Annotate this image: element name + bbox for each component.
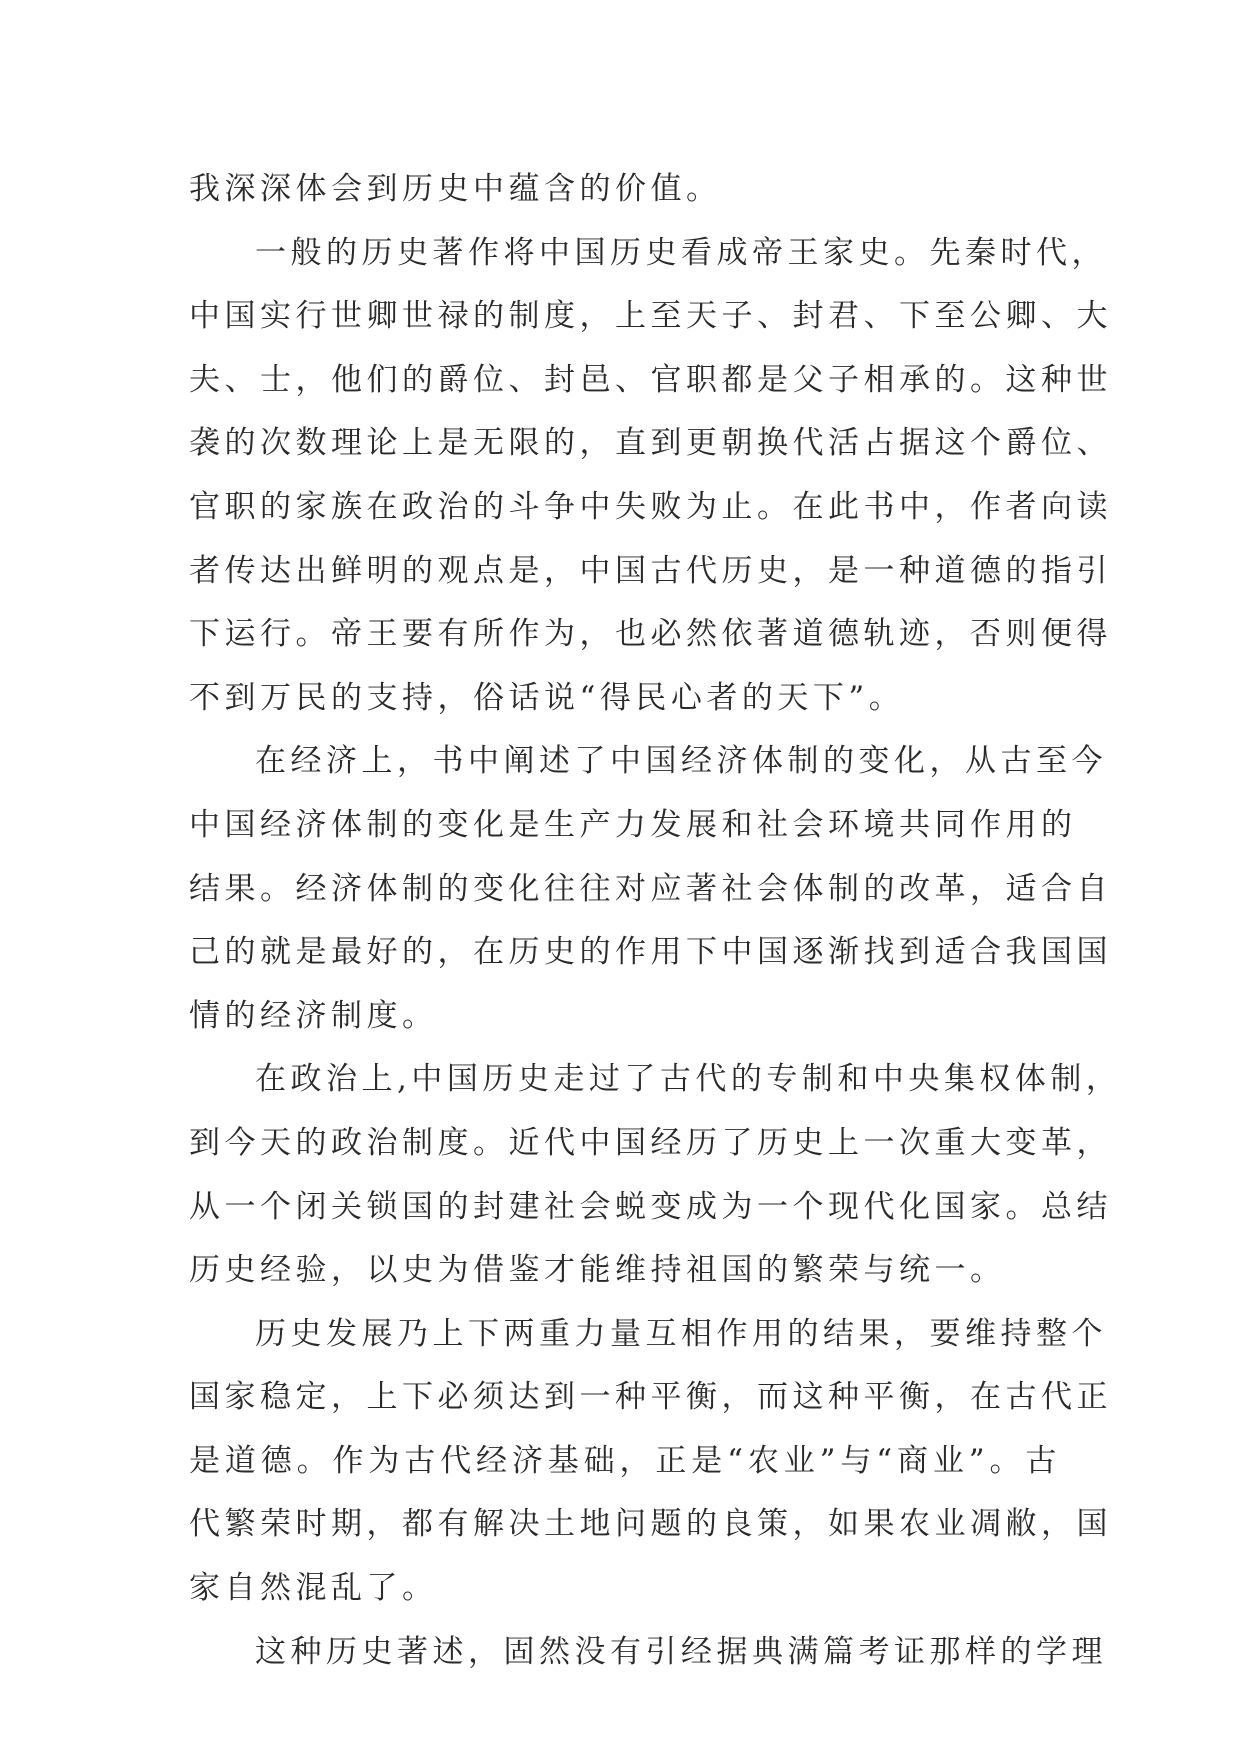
text-line: 一 般 的 历 史 著 作 将 中 国 历 史 看 成 帝 王 家 史 。 先 秦 时 代 ， [255,234,1107,271]
text-line: 己 的 就 是 最 好 的 ， 在 历 史 的 作 用 下 中 国 逐 渐 找 到 适 合 我 国 国 [189,934,1112,971]
text-line: 在 经 济 上 ， 书 中 阐 述 了 中 国 经 济 体 制 的 变 化 ， 从 古 至 今 [255,743,1107,780]
text-line: 不到万民的支持，俗话说“得民心者的天下”。 [189,679,905,716]
text-line: 是 道 德 。 作 为 古 代 经 济 基 础 ， 正 是 “ 农 业 ” 与 “ 商 业 ” 。 古 [189,1442,1061,1479]
text-line: 夫 、 士 ， 他 们 的 爵 位 、 封 邑 、 官 职 都 是 父 子 相 承 的 。 这 种 世 [189,361,1112,398]
text-line: 家自然混乱了。 [189,1570,438,1607]
text-line: 下 运 行 。 帝 王 要 有 所 作 为 ， 也 必 然 依 著 道 德 轨 迹 ， 否 则 便 得 [189,616,1112,653]
text-line: 袭 的 次 数 理 论 上 是 无 限 的 ， 直 到 更 朝 换 代 活 占 据 这 个 爵 位 、 [189,425,1112,462]
text-line: 到 今 天 的 政 治 制 度 。 近 代 中 国 经 历 了 历 史 上 一 次 重 大 变 革 ， [189,1124,1112,1161]
text-line: 官 职 的 家 族 在 政 治 的 斗 争 中 失 败 为 止 。 在 此 书 中 ， 作 者 向 读 [189,488,1112,525]
text-line: 中 国 实 行 世 卿 世 禄 的 制 度 ， 上 至 天 子 、 封 君 、 下 至 公 卿 、 大 [189,298,1112,335]
text-line: 在 政 治 上 , 中 国 历 史 走 过 了 古 代 的 专 制 和 中 央 集 权 体 制 ， [255,1061,1122,1098]
text-line: 这 种 历 史 著 述 ， 固 然 没 有 引 经 据 典 满 篇 考 证 那 样 的 学 理 [255,1633,1107,1670]
text-line: 结 果 。 经 济 体 制 的 变 化 往 往 对 应 著 社 会 体 制 的 改 革 ， 适 合 自 [189,870,1112,907]
text-line: 历 史 发 展 乃 上 下 两 重 力 量 互 相 作 用 的 结 果 ， 要 维 持 整 个 [255,1315,1107,1352]
text-line: 从 一 个 闭 关 锁 国 的 封 建 社 会 蜕 变 成 为 一 个 现 代 化 国 家 。 总 结 [189,1188,1112,1225]
text-line: 我深深体会到历史中蕴含的价值。 [189,171,722,207]
text-line: 历史经验，以史为借鉴才能维持祖国的繁荣与统一。 [189,1252,1006,1289]
text-line: 者 传 达 出 鲜 明 的 观 点 是 ， 中 国 古 代 历 史 ， 是 一 种 道 德 的 指 引 [189,552,1112,589]
text-line: 中 国 经 济 体 制 的 变 化 是 生 产 力 发 展 和 社 会 环 境 共 同 作 用 的 [189,806,1077,843]
text-line: 代 繁 荣 时 期 ， 都 有 解 决 土 地 问 题 的 良 策 ， 如 果 农 业 凋 敝 ， 国 [189,1506,1112,1543]
document-body [189,158,1122,1684]
text-line: 情的经济制度。 [189,997,438,1034]
text-line: 国 家 稳 定 ， 上 下 必 须 达 到 一 种 平 衡 ， 而 这 种 平 衡 ， 在 古 代 正 [189,1379,1112,1416]
